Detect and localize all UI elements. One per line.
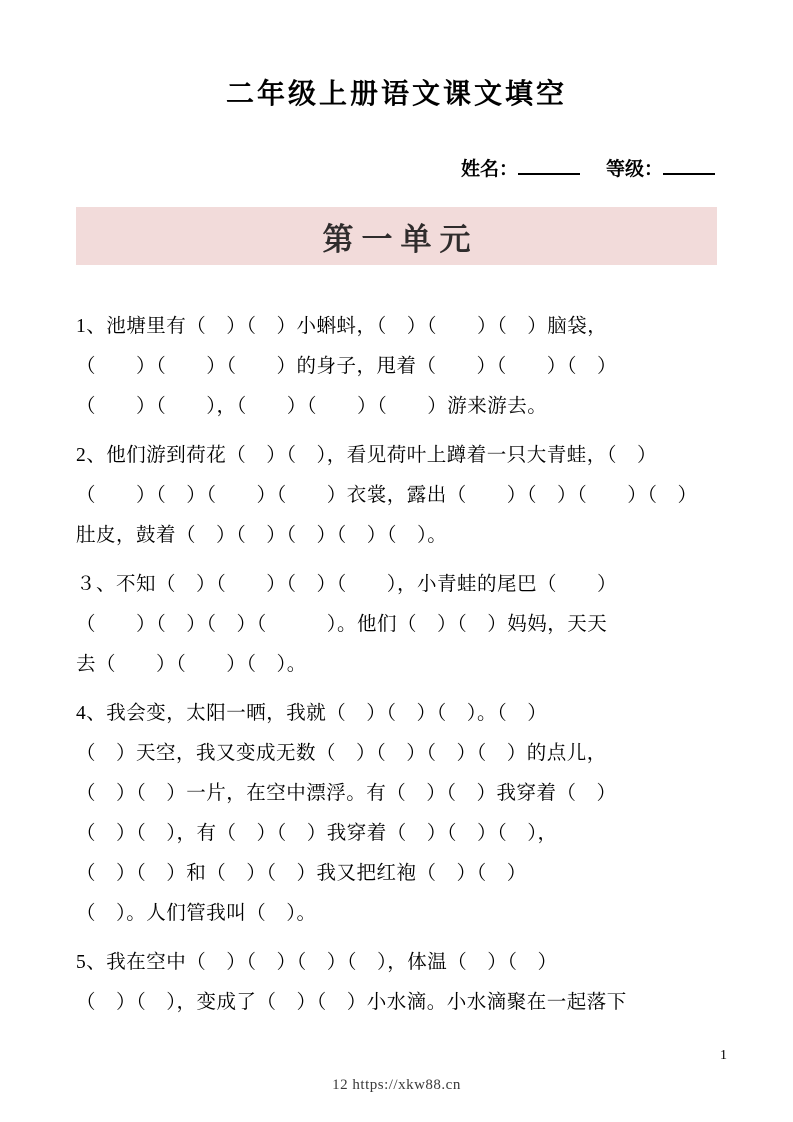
page-number: 1	[720, 1048, 727, 1063]
text-line: （ ）（ ）（ ）的身子，甩着（ ）（ ）（ ）	[76, 356, 618, 377]
text-line: （ ）（ ）和（ ）（ ）我又把红袍（ ）（ ）	[76, 863, 527, 884]
section-banner	[76, 207, 717, 265]
text-line: 4、我会变，太阳一晒，我就（ ）（ ）（ ）。（ ）	[76, 703, 548, 724]
worksheet-body	[76, 307, 717, 1023]
text-line: （ ）（ ），有（ ）（ ）我穿着（ ）（ ）（ ），	[76, 823, 558, 844]
text-line: （ ）（ ），变成了（ ）（ ）小水滴。小水滴聚在一起落下	[76, 992, 627, 1013]
section-title: 第一单元	[322, 221, 479, 257]
text-line: （ ）天空，我又变成无数（ ）（ ）（ ）（ ）的点儿，	[76, 743, 607, 764]
grade-label: 等级：	[605, 159, 663, 180]
text-line: 去（ ）（ ）（ ）。	[76, 654, 307, 675]
footer-watermark: 12 https://xkw88.cn	[332, 1077, 461, 1093]
text-line: （ ）（ ）（ ）（ ）。他们（ ）（ ）妈妈，天天	[76, 614, 608, 635]
paragraph-1	[76, 307, 717, 427]
text-line: ３、不知（ ）（ ）（ ）（ ），小青蛙的尾巴（ ）	[76, 574, 618, 595]
text-line: 5、我在空中（ ）（ ）（ ）（ ），体温（ ）（ ）	[76, 952, 558, 973]
grade-blank	[663, 159, 715, 175]
text-line: （ ）。人们管我叫（ ）。	[76, 903, 317, 924]
text-line: 肚皮，鼓着（ ）（ ）（ ）（ ）（ ）。	[76, 525, 448, 546]
text-line: 1、池塘里有（ ）（ ）小蝌蚪，（ ）（ ）（ ）脑袋，	[76, 316, 608, 337]
paragraph-4	[76, 694, 717, 934]
paragraph-5	[76, 943, 717, 1023]
page-title: 二年级上册语文课文填空	[225, 79, 567, 110]
name-blank	[518, 159, 580, 175]
text-line: （ ）（ ）（ ）（ ）衣裳，露出（ ）（ ）（ ）（ ）	[76, 485, 698, 506]
text-line: （ ）（ ），（ ）（ ）（ ）游来游去。	[76, 396, 548, 417]
paragraph-2	[76, 436, 717, 556]
name-label: 姓名：	[460, 159, 518, 180]
name-grade-line	[76, 154, 717, 181]
text-line: 2、他们游到荷花（ ）（ ），看见荷叶上蹲着一只大青蛙，（ ）	[76, 445, 658, 466]
text-line: （ ）（ ）一片，在空中漂浮。有（ ）（ ）我穿着（ ）	[76, 783, 617, 804]
paragraph-3	[76, 565, 717, 685]
